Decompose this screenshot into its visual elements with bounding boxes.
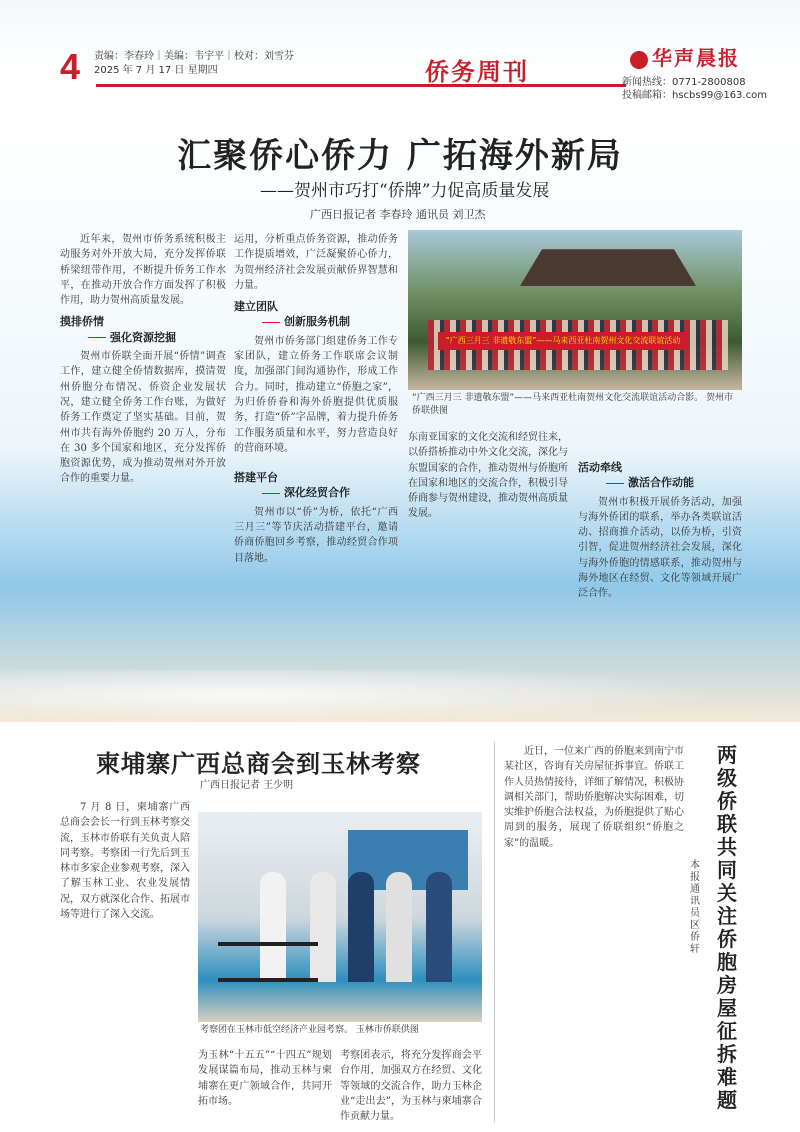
bottom-col2-text: 为玉林“十五五”“十四五”规划发展谋篇布局，推动玉林与柬埔寨在更广领域合作，共同开拓市场。 xyxy=(198,1050,332,1107)
bottom-col3-text: 考察团表示，将充分发挥商会平台作用，加强双方在经贸、文化等领域的交流合作，助力玉林企业“走出去”，为玉林与柬埔寨合作贡献力量。 xyxy=(340,1050,482,1123)
news-hotline: 新闻热线：0771-2800808 xyxy=(622,77,746,88)
feature-column-1 xyxy=(60,232,226,487)
editor-credits xyxy=(94,50,294,78)
logo-icon xyxy=(630,51,648,69)
masthead xyxy=(0,0,800,110)
section3-text: 贺州市以“侨”为桥，依托“广西三月三”等节庆活动搭建平台，邀请侨商侨胞回乡考察，推动经贸合作项目落地。 xyxy=(234,506,398,564)
bottom-col1-text: 7 月 8 日，柬埔寨广西总商会会长一行到玉林考察交流，玉林市侨联有关负责人陪同考察。考察团一行先后到玉林市多家企业参观考察，深入了解玉林工业、农业发展情况，双方就深化合作、拓展市场等进行了深入交流。 xyxy=(60,802,190,921)
section2-title-b: 创新服务机制 xyxy=(262,314,398,329)
section1-text-cont: 运用，分析重点侨务资源，推动侨务工作提质增效，广泛凝聚侨心侨力，为贺州经济社会发展贡献侨界智慧和力量。 xyxy=(234,234,398,291)
photo-banner: “广西三月三 非遗敬东盟”——马来西亚杜南贺州文化交流联谊活动 xyxy=(438,332,688,350)
section4-title-b: 激活合作动能 xyxy=(606,475,742,490)
right-article-text: 近日，一位来广西的侨胞来到南宁市某社区，咨询有关房屋征拆事宜。侨联工作人员热情接待，详细了解情况，积极协调相关部门，帮助侨胞解决实际困难，切实维护侨胞合法权益，为侨胞提供了贴心周到的服务，展现了侨联组织“侨胞之家”的温暖。 xyxy=(504,746,684,849)
bottom-column-3 xyxy=(340,1048,482,1124)
bottom-article-title: 柬埔寨广西总商会到玉林考察 xyxy=(96,750,421,778)
right-article-byline: 本报通讯员 区侨轩 xyxy=(690,860,700,955)
feature-column-4 xyxy=(578,430,742,602)
section-title: 侨务周刊 xyxy=(425,57,529,86)
contact-info xyxy=(622,76,767,102)
bottom-article-byline: 广西日报记者 王少明 xyxy=(200,780,294,791)
newspaper-logo xyxy=(630,42,740,71)
right-article-body xyxy=(504,744,684,851)
drone-display xyxy=(218,942,318,982)
bottom-column-2 xyxy=(198,1048,332,1109)
inspection-photo-caption: 考察团在玉林市低空经济产业园考察。 玉林市侨联供图 xyxy=(200,1025,419,1035)
section3-title-a: 搭建平台 xyxy=(234,471,278,485)
issue-date: 2025 年 7 月 17 日 星期四 xyxy=(94,65,218,76)
logo-text: 华声晨报 xyxy=(652,46,740,70)
section1-text: 贺州市侨联全面开展“侨情”调查工作，建立健全侨情数据库，摸清贺州侨胞分布情况、侨资企业发展状况，建立健全侨务工作台账，为做好侨务工作奠定了坚实基础。目前，贺州市共有海外侨胞约 20 万人，分布在 30 多个国家和地区，充分发挥侨胞资源优势，成为推动贺州对外开放合作的重要力量。 xyxy=(60,351,226,485)
photo-person xyxy=(386,872,412,982)
section1-title-a: 摸排侨情 xyxy=(60,315,104,329)
section3-title-b: 深化经贸合作 xyxy=(262,485,398,500)
inspection-photo xyxy=(198,812,482,1022)
right-article-title: 两级侨联共同关注侨胞房屋征拆难题 xyxy=(717,743,737,1112)
photo-person xyxy=(426,872,452,982)
photo-person xyxy=(348,872,374,982)
header-rule xyxy=(96,84,626,87)
feature-headline: 汇聚侨心侨力 广拓海外新局 xyxy=(177,136,623,176)
feature-subhead: ——贺州市巧打“侨牌”力促高质量发展 xyxy=(260,181,550,201)
feature-group-photo xyxy=(408,230,742,390)
section2-text: 贺州市侨务部门组建侨务工作专家团队，建立侨务工作联席会议制度，加强部门间沟通协作，形成工作合力。同时，推动建立“侨胞之家”，为归侨侨眷和海外侨胞提供优质服务，打造“侨”字品牌，着力提升侨务工作服务质量和水平，努力营造良好的营商环境。 xyxy=(234,335,398,454)
submission-email[interactable]: 投稿邮箱：hscbs99@163.com xyxy=(622,90,767,101)
feature-byline: 广西日报记者 李春玲 通讯员 刘卫杰 xyxy=(310,208,486,221)
feature-intro: 近年来，贺州市侨务系统积极主动服务对外开放大局，充分发挥侨联桥梁纽带作用，不断提升侨务工作水平，在推动开放合作方面发挥了积极作用，助力贺州高质量发展。 xyxy=(60,234,226,307)
feature-column-2 xyxy=(234,232,398,566)
credits-line: 责编：李春玲｜美编：韦宇平｜校对：刘雪芬 xyxy=(94,51,294,62)
section4-title-a: 活动牵线 xyxy=(578,461,622,474)
feature-column-3 xyxy=(408,430,568,522)
section4-text: 贺州市积极开展侨务活动，加强与海外侨团的联系，举办各类联谊活动、招商推介活动，以侨为桥，引资引智，促进贺州经济社会发展，深化与海外侨胞的情感联系，推动贺州与海外地区在经贸、文化等领域开展广泛合作。 xyxy=(578,496,742,600)
feature-photo-caption: “广西三月三 非遗敬东盟”——马来西亚杜南贺州文化交流联谊活动合影。 贺州市侨联供图 xyxy=(412,393,734,416)
bottom-column-1 xyxy=(60,800,190,922)
column3-text: 东南亚国家的文化交流和经贸往来，以侨搭桥推动中外文化交流，深化与东盟国家的合作，推动贺州与侨胞所在国家和地区的交流合作，积极引导侨商参与贺州建设，推动贺州高质量发展。 xyxy=(408,432,568,520)
section2-title-a: 建立团队 xyxy=(234,300,278,314)
photo-building xyxy=(498,240,718,286)
page-number: 4 xyxy=(60,46,81,87)
column-divider xyxy=(494,742,495,1122)
section1-title-b: 强化资源挖掘 xyxy=(88,330,226,345)
wave-decoration xyxy=(0,670,800,730)
